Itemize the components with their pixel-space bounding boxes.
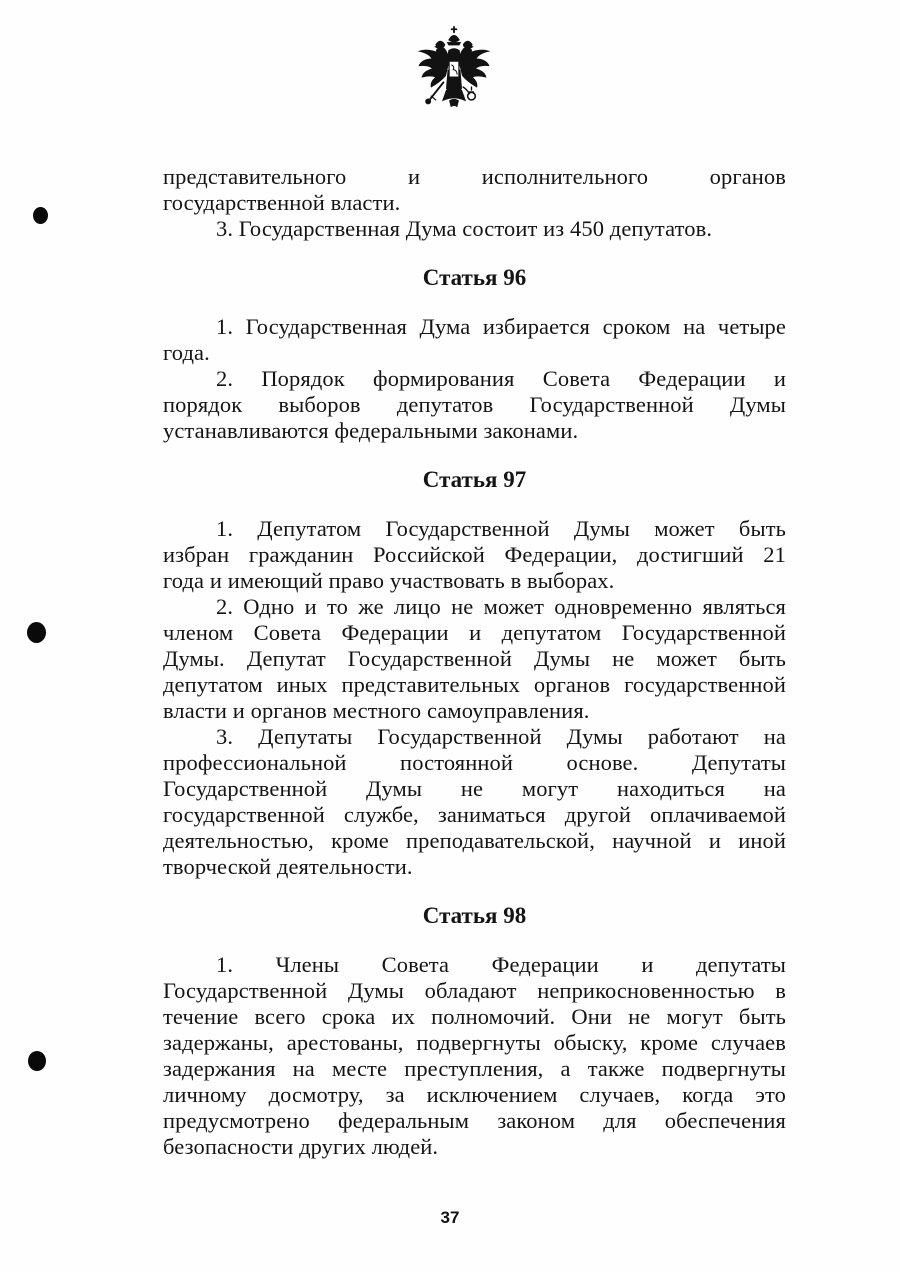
paragraph-line: задержания на месте преступления, а также подвергнуты — [163, 1056, 786, 1081]
paragraph-line: года. — [163, 340, 210, 365]
paragraph-line: Думы. Депутат Государственной Думы не может быть — [163, 646, 786, 671]
paragraph-line: 3. Депутаты Государственной Думы работают на — [216, 724, 786, 749]
russia-coat-of-arms-icon — [416, 26, 492, 110]
page-number: 37 — [440, 1208, 460, 1227]
paragraph-line: 2. Порядок формирования Совета Федерации и — [216, 366, 786, 391]
paragraph-line: задержаны, арестованы, подвергнуты обыску, кроме случаев — [163, 1030, 786, 1055]
paragraph-line: течение всего срока их полномочий. Они не могут быть — [163, 1004, 786, 1029]
paragraph-line: депутатом иных представительных органов государственной — [163, 672, 786, 697]
paragraph-line: творческой деятельности. — [163, 854, 413, 879]
paragraph-line: деятельностью, кроме преподавательской, научной и иной — [163, 828, 786, 853]
paragraph-line: устанавливаются федеральными законами. — [163, 418, 579, 443]
paragraph-line: Государственной Думы не могут находиться на — [163, 776, 786, 801]
paragraph-line: 1. Государственная Дума избирается сроком на четыре — [216, 314, 786, 339]
paragraph-line: личному досмотру, за исключением случаев, когда это — [163, 1082, 786, 1107]
paragraph-line: 3. Государственная Дума состоит из 450 депутатов. — [216, 216, 713, 241]
article-heading: Статья 98 — [422, 903, 527, 928]
binder-hole-mark — [27, 622, 46, 643]
paragraph-line: власти и органов местного самоуправления. — [163, 698, 590, 723]
paragraph-line: года и имеющий право участвовать в выборах. — [163, 568, 615, 593]
paragraph-line: 1. Депутатом Государственной Думы может быть — [216, 516, 786, 541]
binder-hole-mark — [28, 1051, 46, 1071]
article-heading: Статья 96 — [422, 265, 527, 290]
paragraph-line: государственной службе, заниматься другой оплачиваемой — [163, 802, 786, 827]
paragraph-line: безопасности других людей. — [163, 1134, 439, 1159]
paragraph-line: членом Совета Федерации и депутатом Государственной — [163, 620, 786, 645]
paragraph-line: 1. Члены Совета Федерации и депутаты — [216, 952, 786, 977]
paragraph-line: профессиональной постоянной основе. Депутаты — [163, 750, 786, 775]
paragraph-line: предусмотрено федеральным законом для обеспечения — [163, 1108, 786, 1133]
document-body — [163, 164, 786, 1160]
paragraph-line: порядок выборов депутатов Государственной Думы — [163, 392, 786, 417]
paragraph-line: 2. Одно и то же лицо не может одновременно являться — [216, 594, 786, 619]
article-heading: Статья 97 — [422, 467, 527, 492]
binder-hole-mark — [33, 207, 48, 224]
paragraph-line: государственной власти. — [163, 190, 401, 215]
paragraph-line: Государственной Думы обладают неприкосновенностью в — [163, 978, 786, 1003]
paragraph-line: избран гражданин Российской Федерации, достигший 21 — [163, 542, 786, 567]
paragraph-line: представительного и исполнительного органов — [163, 164, 786, 189]
